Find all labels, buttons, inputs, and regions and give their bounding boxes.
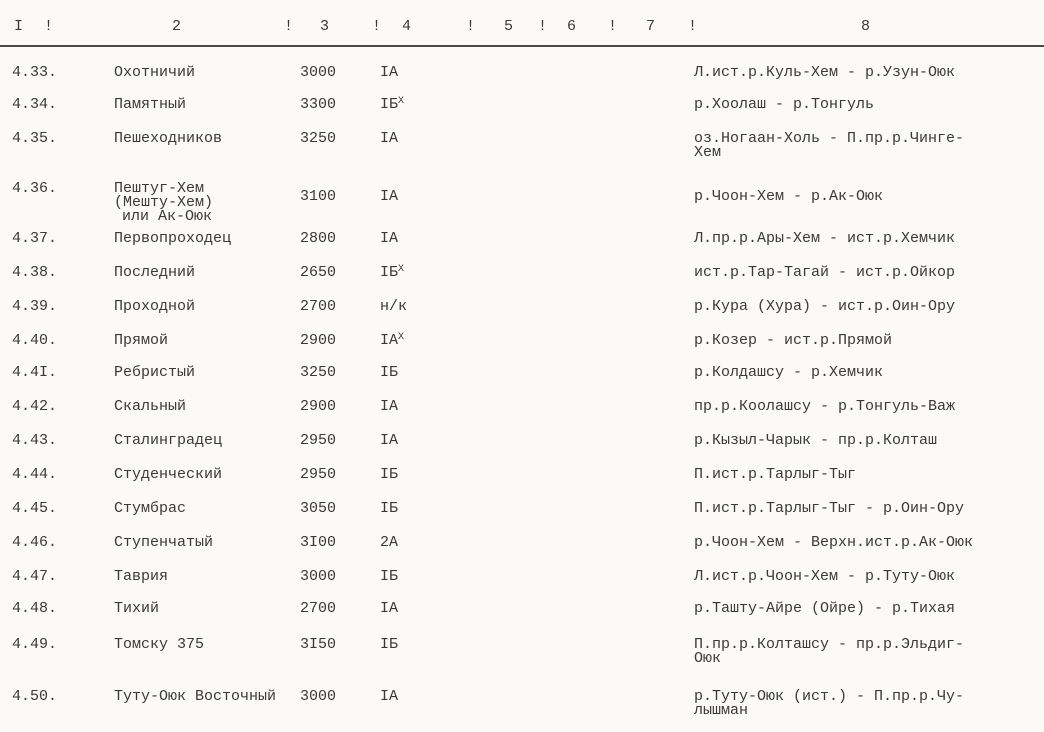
header-col-5: 5 bbox=[504, 18, 514, 35]
row-number: 4.43. bbox=[12, 432, 58, 449]
pass-name-line: Прямой bbox=[114, 332, 169, 349]
pass-name bbox=[114, 98, 186, 112]
pass-category: IБ bbox=[380, 568, 399, 585]
pass-altitude: 2950 bbox=[300, 432, 337, 449]
pass-route-line: П.ист.р.Тарлыг-Тыг bbox=[694, 466, 857, 483]
pass-route bbox=[694, 366, 883, 380]
pass-route-line: р.Колдашсу - р.Хемчик bbox=[694, 364, 884, 381]
row-number: 4.39. bbox=[12, 298, 58, 315]
pass-route bbox=[694, 132, 964, 160]
row-number: 4.46. bbox=[12, 534, 58, 551]
pass-route bbox=[694, 66, 955, 80]
header-col-2: 2 bbox=[172, 18, 182, 35]
pass-category: IA bbox=[380, 398, 399, 415]
pass-name bbox=[114, 502, 186, 516]
pass-name bbox=[114, 300, 195, 314]
pass-category: IБ bbox=[380, 636, 399, 653]
row-number: 4.38. bbox=[12, 264, 58, 281]
pass-route-line: Л.ист.р.Куль-Хем - р.Узун-Оюк bbox=[694, 64, 956, 81]
pass-altitude: 3000 bbox=[300, 688, 337, 705]
pass-altitude: 2650 bbox=[300, 264, 337, 281]
header-col-3: 3 bbox=[320, 18, 330, 35]
pass-name bbox=[114, 536, 213, 550]
pass-route-line: лышман bbox=[694, 702, 749, 719]
header-col-8: 8 bbox=[861, 18, 871, 35]
pass-route-line: Хем bbox=[694, 144, 722, 161]
pass-name-line: или Ак-Оюк bbox=[122, 208, 213, 225]
pass-route bbox=[694, 570, 955, 584]
pass-altitude: 3I50 bbox=[300, 636, 337, 653]
row-number: 4.4I. bbox=[12, 364, 58, 381]
pass-category: IA bbox=[380, 230, 399, 247]
pass-route bbox=[694, 502, 964, 516]
category-mark: X bbox=[398, 264, 405, 275]
row-number: 4.47. bbox=[12, 568, 58, 585]
pass-route-line: П.пр.р.Колташсу - пр.р.Эльдиг- bbox=[694, 636, 965, 653]
header-separator: ! bbox=[538, 18, 548, 35]
pass-altitude: 2800 bbox=[300, 230, 337, 247]
row-number: 4.44. bbox=[12, 466, 58, 483]
pass-altitude: 3250 bbox=[300, 130, 337, 147]
pass-route bbox=[694, 400, 955, 414]
row-number: 4.48. bbox=[12, 600, 58, 617]
pass-name bbox=[114, 602, 159, 616]
pass-route-line: р.Чоон-Хем - р.Ак-Оюк bbox=[694, 188, 884, 205]
row-number: 4.37. bbox=[12, 230, 58, 247]
pass-category: IA bbox=[380, 432, 399, 449]
pass-name bbox=[114, 266, 195, 280]
pass-route-line: р.Ташту-Айре (Ойре) - р.Тихая bbox=[694, 600, 956, 617]
pass-route bbox=[694, 536, 973, 550]
pass-name-line: Ступенчатый bbox=[114, 534, 214, 551]
pass-route bbox=[694, 468, 856, 482]
pass-category: IБ bbox=[380, 466, 399, 483]
header-separator: ! bbox=[372, 18, 382, 35]
pass-name-line: (Мешту-Хем) bbox=[114, 194, 214, 211]
row-number: 4.42. bbox=[12, 398, 58, 415]
pass-name-line: Сталинградец bbox=[114, 432, 223, 449]
pass-route bbox=[694, 190, 883, 204]
row-number: 4.50. bbox=[12, 688, 58, 705]
header-separator: ! bbox=[284, 18, 294, 35]
pass-name-line: Пешеходников bbox=[114, 130, 223, 147]
pass-route-line: Л.пр.р.Ары-Хем - ист.р.Хемчик bbox=[694, 230, 956, 247]
pass-route-line: р.Кызыл-Чарык - пр.р.Колташ bbox=[694, 432, 938, 449]
pass-altitude: 3000 bbox=[300, 568, 337, 585]
pass-route bbox=[694, 334, 892, 348]
pass-name-line: Ребристый bbox=[114, 364, 196, 381]
row-number: 4.33. bbox=[12, 64, 58, 81]
pass-category: IБ bbox=[380, 364, 399, 381]
pass-name-line: Скальный bbox=[114, 398, 187, 415]
row-number: 4.34. bbox=[12, 96, 58, 113]
header-col-7: 7 bbox=[646, 18, 656, 35]
pass-name bbox=[114, 132, 222, 146]
pass-category: IA bbox=[380, 64, 399, 81]
pass-route-line: Л.ист.р.Чоон-Хем - р.Туту-Оюк bbox=[694, 568, 956, 585]
pass-category: IA bbox=[380, 600, 399, 617]
pass-name-line: Проходной bbox=[114, 298, 196, 315]
pass-route-line: П.ист.р.Тарлыг-Тыг - р.Оин-Ору bbox=[694, 500, 965, 517]
row-number: 4.40. bbox=[12, 332, 58, 349]
table-header bbox=[0, 0, 1044, 50]
pass-category: IA bbox=[380, 688, 399, 705]
pass-route bbox=[694, 602, 955, 616]
pass-name bbox=[114, 570, 168, 584]
pass-name-line: Пештуг-Хем bbox=[114, 180, 205, 197]
pass-route bbox=[694, 232, 955, 246]
pass-route bbox=[694, 434, 937, 448]
pass-name bbox=[114, 468, 222, 482]
pass-name bbox=[114, 66, 195, 80]
pass-name bbox=[114, 434, 222, 448]
pass-route bbox=[694, 690, 964, 718]
pass-route bbox=[694, 266, 955, 280]
pass-name bbox=[114, 334, 168, 348]
pass-altitude: 3050 bbox=[300, 500, 337, 517]
pass-route-line: р.Чоон-Хем - Верхн.ист.р.Ак-Оюк bbox=[694, 534, 974, 551]
pass-route-line: р.Кура (Хура) - ист.р.Оин-Ору bbox=[694, 298, 956, 315]
pass-name bbox=[114, 690, 276, 704]
category-mark: X bbox=[398, 96, 405, 107]
row-number: 4.49. bbox=[12, 636, 58, 653]
pass-name bbox=[114, 638, 204, 652]
header-col-4: 4 bbox=[402, 18, 412, 35]
pass-name bbox=[114, 232, 231, 246]
row-number: 4.45. bbox=[12, 500, 58, 517]
pass-category: IA bbox=[380, 130, 399, 147]
pass-route-line: пр.р.Коолашсу - р.Тонгуль-Важ bbox=[694, 398, 956, 415]
pass-name-line: Туту-Оюк Восточный bbox=[114, 688, 277, 705]
pass-category: IБ bbox=[380, 500, 399, 517]
pass-altitude: 3250 bbox=[300, 364, 337, 381]
pass-category: $IA^X$ bbox=[380, 332, 405, 349]
pass-route-line: р.Хоолаш - р.Тонгуль bbox=[694, 96, 875, 113]
pass-altitude: 2900 bbox=[300, 398, 337, 415]
pass-route-line: ист.р.Тар-Тагай - ист.р.Ойкор bbox=[694, 264, 956, 281]
header-separator: ! bbox=[608, 18, 618, 35]
category-mark: X bbox=[398, 332, 405, 343]
pass-category: $IБ^X$ bbox=[380, 264, 405, 281]
row-number: 4.36. bbox=[12, 180, 58, 197]
pass-name-line: Охотничий bbox=[114, 64, 196, 81]
pass-name bbox=[114, 400, 186, 414]
pass-altitude: 3000 bbox=[300, 64, 337, 81]
header-col-6: 6 bbox=[567, 18, 577, 35]
pass-route-line: р.Козер - ист.р.Прямой bbox=[694, 332, 893, 349]
pass-altitude: 2700 bbox=[300, 600, 337, 617]
pass-name-line: Тихий bbox=[114, 600, 160, 617]
pass-route bbox=[694, 98, 874, 112]
pass-altitude: 2700 bbox=[300, 298, 337, 315]
pass-category: IA bbox=[380, 188, 399, 205]
pass-category: $IБ^X$ bbox=[380, 96, 405, 113]
pass-name bbox=[114, 366, 195, 380]
pass-route bbox=[694, 638, 964, 666]
pass-altitude: 3300 bbox=[300, 96, 337, 113]
pass-category: 2A bbox=[380, 534, 399, 551]
header-col-1: I bbox=[14, 18, 24, 35]
pass-route-line: оз.Ногаан-Холь - П.пр.р.Чинге- bbox=[694, 130, 965, 147]
header-separator: ! bbox=[466, 18, 476, 35]
pass-name-line: Томску 375 bbox=[114, 636, 205, 653]
pass-route-line: Оюк bbox=[694, 650, 722, 667]
pass-altitude: 3I00 bbox=[300, 534, 337, 551]
pass-altitude: 3100 bbox=[300, 188, 337, 205]
pass-name-line: Таврия bbox=[114, 568, 169, 585]
pass-route bbox=[694, 300, 955, 314]
header-separator: ! bbox=[688, 18, 698, 35]
pass-name-line: Последний bbox=[114, 264, 196, 281]
pass-category: н/к bbox=[380, 298, 408, 315]
header-rule bbox=[0, 45, 1044, 47]
pass-name-line: Памятный bbox=[114, 96, 187, 113]
pass-altitude: 2900 bbox=[300, 332, 337, 349]
pass-name bbox=[114, 182, 213, 224]
pass-altitude: 2950 bbox=[300, 466, 337, 483]
pass-name-line: Первопроходец bbox=[114, 230, 232, 247]
row-number: 4.35. bbox=[12, 130, 58, 147]
header-separator: ! bbox=[44, 18, 54, 35]
pass-route-line: р.Туту-Оюк (ист.) - П.пр.р.Чу- bbox=[694, 688, 965, 705]
pass-name-line: Стумбрас bbox=[114, 500, 187, 517]
pass-name-line: Студенческий bbox=[114, 466, 223, 483]
